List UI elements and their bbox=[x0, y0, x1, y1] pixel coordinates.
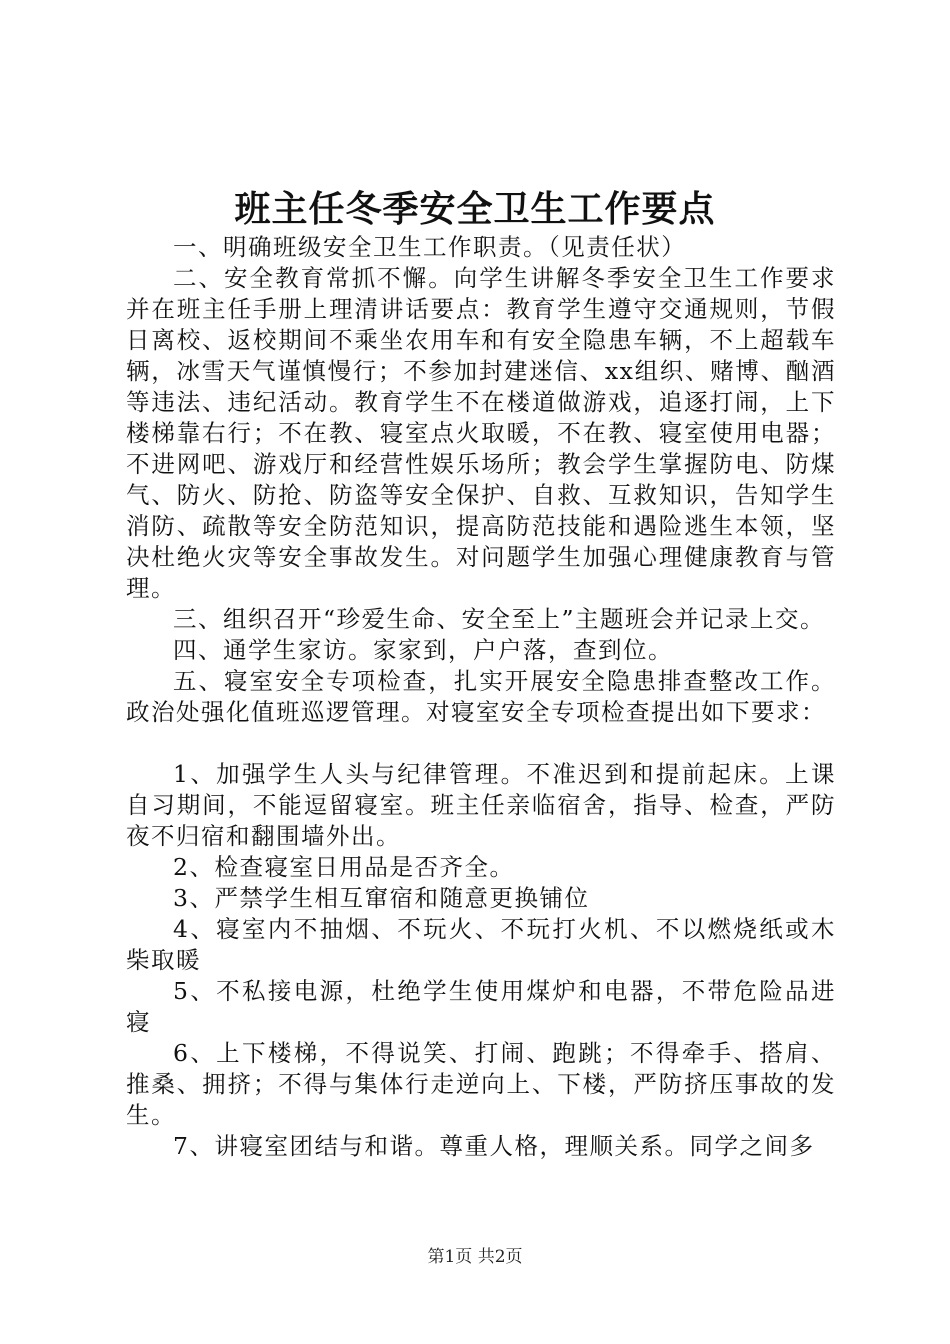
list-item-4: 4、寝室内不抽烟、不玩火、不玩打火机、不以燃烧纸或木柴取暖 bbox=[126, 915, 836, 974]
page-total: 共2页 bbox=[477, 1247, 523, 1267]
list-item-2: 2、检查寝室日用品是否齐全。 bbox=[173, 853, 515, 881]
document-body bbox=[126, 232, 836, 1162]
list-item-3: 3、严禁学生相互窜宿和随意更换铺位 bbox=[173, 884, 590, 912]
paragraph-section-1: 一、明确班级安全卫生工作职责。（见责任状） bbox=[173, 233, 687, 261]
list-item-5: 5、不私接电源，杜绝学生使用煤炉和电器，不带危险品进寝 bbox=[126, 977, 836, 1036]
page-number: 第1页 bbox=[427, 1247, 473, 1267]
paragraph-section-2: 二、安全教育常抓不懈。向学生讲解冬季安全卫生工作要求并在班主任手册上理清讲话要点：教育学生遵守交通规则，节假日离校、返校期间不乘坐农用车和有安全隐患车辆，不上超载车辆，冰雪天气谨慎慢行；不参加封建迷信、xx组织、赌博、酗酒等违法、违纪活动。教育学生不在楼道做游戏，追逐打闹，上下楼梯靠右行；不在教、寝室点火取暖，不在教、寝室使用电器；不进网吧、游戏厅和经营性娱乐场所；教会学生掌握防电、防煤气、防火、防抢、防盗等安全保护、自救、互救知识，告知学生消防、疏散等安全防范知识，提高防范技能和遇险逃生本领，坚决杜绝火灾等安全事故发生。对问题学生加强心理健康教育与管理。 bbox=[126, 264, 836, 602]
paragraph-section-4: 四、通学生家访。家家到，户户落，查到位。 bbox=[173, 636, 673, 664]
page-footer bbox=[0, 1246, 950, 1268]
list-item-7: 7、讲寝室团结与和谐。尊重人格，理顺关系。同学之间多 bbox=[173, 1132, 815, 1160]
list-item-6: 6、上下楼梯，不得说笑、打闹、跑跳；不得牵手、搭肩、推桑、拥挤；不得与集体行走逆向上、下楼，严防挤压事故的发生。 bbox=[126, 1039, 836, 1129]
paragraph-section-3: 三、组织召开“珍爱生命、安全至上”主题班会并记录上交。 bbox=[173, 605, 826, 633]
paragraph-gap bbox=[126, 728, 836, 759]
paragraph-section-5: 五、寝室安全专项检查，扎实开展安全隐患排查整改工作。政治处强化值班巡逻管理。对寝室安全专项检查提出如下要求： bbox=[126, 667, 836, 726]
list-item-1: 1、加强学生人头与纪律管理。不准迟到和提前起床。上课自习期间，不能逗留寝室。班主任亲临宿舍，指导、检查，严防夜不归宿和翻围墙外出。 bbox=[126, 760, 836, 850]
document-title: 班主任冬季安全卫生工作要点 bbox=[234, 188, 716, 230]
